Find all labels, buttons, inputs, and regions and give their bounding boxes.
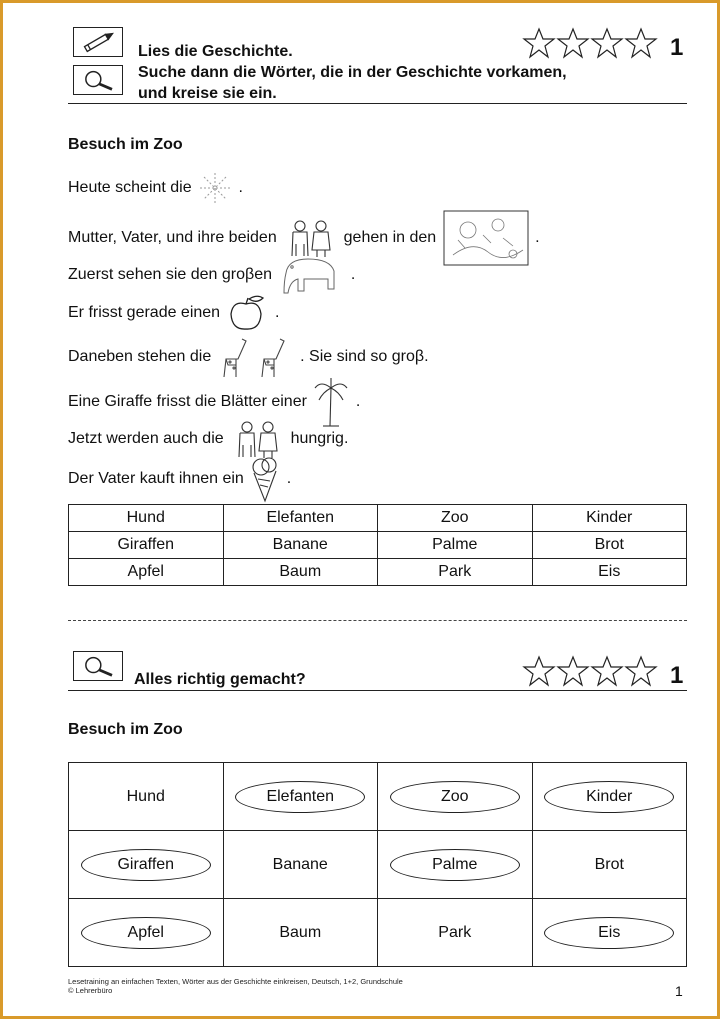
children-icon — [230, 419, 284, 459]
page-number: 1 — [675, 983, 683, 999]
solution-cell — [69, 831, 224, 899]
circled-word: Palme — [390, 849, 520, 881]
story-line-8 — [68, 455, 291, 503]
task-number: 1 — [670, 662, 684, 689]
magnifier-icon — [73, 65, 123, 95]
story-text: . Sie sind so groβ. — [300, 348, 429, 365]
circled-word: Kinder — [544, 781, 674, 813]
header-rule — [68, 103, 687, 104]
circled-word: Eis — [544, 917, 674, 949]
word-cell: Kinder — [532, 505, 687, 532]
magnifier-icon — [73, 651, 123, 681]
cut-line — [68, 620, 687, 621]
story-text: . — [274, 304, 280, 321]
footer — [68, 977, 403, 995]
header-rule — [68, 690, 687, 691]
worksheet-page — [3, 3, 717, 1016]
word: Park — [438, 923, 472, 941]
word-cell: Park — [378, 559, 533, 586]
children-icon — [283, 218, 337, 258]
story-text: Der Vater kauft ihnen ein — [68, 470, 244, 487]
word: Brot — [594, 855, 624, 873]
instruction-line-1: Lies die Geschichte. — [138, 43, 293, 60]
story-line-1 — [68, 171, 243, 205]
instruction-line-3: und kreise sie ein. — [138, 85, 277, 102]
solution-title: Besuch im Zoo — [68, 721, 183, 738]
table-row — [69, 532, 687, 559]
zoo-park-icon — [443, 210, 529, 266]
footer-copyright: © Lehrerbüro — [68, 986, 113, 995]
ice-cream-icon — [250, 455, 280, 503]
table-row — [69, 505, 687, 532]
word-cell: Baum — [223, 559, 378, 586]
word-cell: Palme — [378, 532, 533, 559]
circled-word: Giraffen — [81, 849, 211, 881]
table-row — [69, 831, 687, 899]
story-line-7 — [68, 419, 348, 459]
word-cell: Apfel — [69, 559, 224, 586]
word-table — [68, 504, 687, 586]
word: Baum — [279, 923, 322, 941]
solution-cell — [378, 899, 533, 967]
solution-cell — [223, 831, 378, 899]
story-text: . — [350, 266, 356, 283]
word-cell: Brot — [532, 532, 687, 559]
word-cell: Elefanten — [223, 505, 378, 532]
pencil-icon — [73, 27, 123, 57]
story-text: Zuerst sehen sie den groβen — [68, 266, 272, 283]
apple-icon — [227, 294, 269, 332]
story-text: . — [238, 179, 243, 196]
solution-cell — [532, 763, 687, 831]
story-text: . — [535, 229, 540, 246]
story-title: Besuch im Zoo — [68, 136, 183, 153]
solution-cell — [378, 763, 533, 831]
check-instruction: Alles richtig gemacht? — [134, 671, 306, 688]
sun-icon — [198, 171, 232, 205]
story-text: Er frisst gerade einen — [68, 304, 221, 321]
story-text: . — [355, 393, 361, 410]
solution-cell — [223, 899, 378, 967]
word-cell: Hund — [69, 505, 224, 532]
table-row — [69, 763, 687, 831]
solution-cell — [223, 763, 378, 831]
table-row — [69, 559, 687, 586]
solution-cell — [69, 899, 224, 967]
solution-table — [68, 762, 687, 967]
word: Banane — [272, 855, 328, 873]
story-text: Jetzt werden auch die — [68, 430, 224, 447]
footer-source: Lesetraining an einfachen Texten, Wörter aus der Geschichte einkreisen, Deutsch, 1+2, Grundschule — [68, 977, 403, 986]
circled-word: Elefanten — [235, 781, 365, 813]
word: Hund — [126, 787, 165, 805]
story-line-5 — [68, 335, 429, 379]
giraffes-icon — [218, 335, 294, 379]
story-line-4 — [68, 294, 279, 332]
word-cell: Eis — [532, 559, 687, 586]
story-line-3 — [68, 253, 355, 297]
task-number: 1 — [670, 34, 684, 61]
story-text: Mutter, Vater, und ihre beiden — [68, 229, 277, 246]
word-cell: Giraffen — [69, 532, 224, 559]
circled-word: Apfel — [81, 917, 211, 949]
circled-word: Zoo — [390, 781, 520, 813]
word-cell: Banane — [223, 532, 378, 559]
story-text: Daneben stehen die — [68, 348, 212, 365]
solution-cell — [532, 831, 687, 899]
story-text: Eine Giraffe frisst die Blätter einer — [68, 393, 307, 410]
story-text: hungrig. — [290, 430, 349, 447]
solution-cell — [378, 831, 533, 899]
solution-cell — [69, 763, 224, 831]
story-text: . — [286, 470, 292, 487]
solution-cell — [532, 899, 687, 967]
difficulty-stars-icon — [522, 27, 662, 61]
story-text: Heute scheint die — [68, 179, 192, 196]
table-row — [69, 899, 687, 967]
story-text: gehen in den — [343, 229, 437, 246]
instruction-line-2: Suche dann die Wörter, die in der Geschichte vorkamen, — [138, 64, 567, 81]
word-cell: Zoo — [378, 505, 533, 532]
elephant-icon — [278, 253, 344, 297]
difficulty-stars-icon — [522, 655, 662, 689]
